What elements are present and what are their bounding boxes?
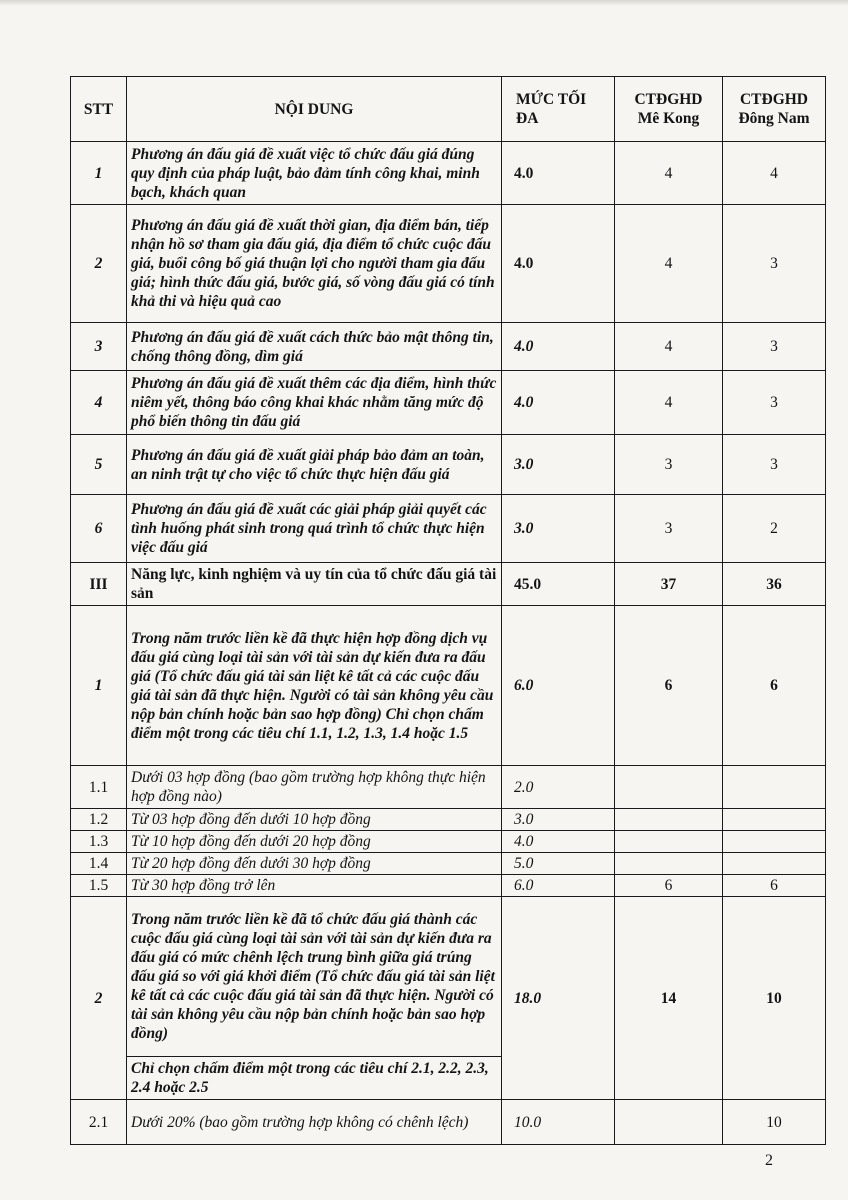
row-stt: 6 bbox=[71, 495, 127, 563]
page-top-edge bbox=[0, 0, 848, 6]
row-stt: 1.5 bbox=[71, 875, 127, 897]
row-max: 6.0 bbox=[502, 875, 615, 897]
row-content: Từ 03 hợp đồng đến dưới 10 hợp đồng bbox=[127, 809, 502, 831]
row-mekong: 4 bbox=[615, 142, 723, 205]
row-content: Trong năm trước liền kề đã thực hiện hợp đồng dịch vụ đấu giá cùng loại tài sản với tài sản dự kiến đưa ra đấu giá (Tổ chức đấu giá tài sản liệt kê tất cả các cuộc đấu giá tài sản đã thực hiện. Người có tài sản không yêu cầu nộp bản chính hoặc bản sao hợp đồng) Chỉ chọn chấm điểm một trong các tiêu chí 1.1, 1.2, 1.3, 1.4 hoặc 1.5 bbox=[127, 606, 502, 766]
header-mekong-line2: Mê Kong bbox=[637, 110, 700, 127]
row-stt: 1.1 bbox=[71, 766, 127, 809]
table-row bbox=[71, 875, 826, 897]
row-mekong: 3 bbox=[615, 435, 723, 495]
row-dongnam: 3 bbox=[723, 205, 826, 323]
row-content-sub: Chỉ chọn chấm điểm một trong các tiêu chí 2.1, 2.2, 2.3, 2.4 hoặc 2.5 bbox=[127, 1057, 502, 1100]
row-max: 4.0 bbox=[502, 142, 615, 205]
row-mekong bbox=[615, 809, 723, 831]
header-content: NỘI DUNG bbox=[127, 77, 502, 142]
row-content: Dưới 20% (bao gồm trường hợp không có chênh lệch) bbox=[127, 1100, 502, 1145]
header-dongnam bbox=[723, 77, 826, 142]
row-dongnam: 3 bbox=[723, 371, 826, 435]
row-max: 4.0 bbox=[502, 831, 615, 853]
row-content: Phương án đấu giá đề xuất việc tổ chức đấu giá đúng quy định của pháp luật, bảo đảm tính công khai, minh bạch, khách quan bbox=[127, 142, 502, 205]
row-dongnam bbox=[723, 853, 826, 875]
table-row bbox=[71, 831, 826, 853]
row-stt: 1.4 bbox=[71, 853, 127, 875]
row-max: 2.0 bbox=[502, 766, 615, 809]
row-content: Phương án đấu giá đề xuất cách thức bảo mật thông tin, chống thông đồng, dìm giá bbox=[127, 323, 502, 371]
row-stt: 2 bbox=[71, 205, 127, 323]
row-max: 3.0 bbox=[502, 435, 615, 495]
row-max: 4.0 bbox=[502, 205, 615, 323]
row-stt: 1.2 bbox=[71, 809, 127, 831]
row-dongnam: 6 bbox=[723, 606, 826, 766]
row-dongnam: 3 bbox=[723, 435, 826, 495]
row-stt: 1 bbox=[71, 142, 127, 205]
row-stt: 2 bbox=[71, 897, 127, 1100]
header-stt: STT bbox=[71, 77, 127, 142]
section-content: Năng lực, kinh nghiệm và uy tín của tổ chức đấu giá tài sản bbox=[127, 563, 502, 606]
row-max: 3.0 bbox=[502, 495, 615, 563]
row-content: Phương án đấu giá đề xuất giải pháp bảo đảm an toàn, an ninh trật tự cho việc tổ chức thực hiện đấu giá bbox=[127, 435, 502, 495]
table-row bbox=[71, 606, 826, 766]
row-content: Từ 20 hợp đồng đến dưới 30 hợp đồng bbox=[127, 853, 502, 875]
header-max-line1: MỨC TỐI bbox=[516, 91, 587, 108]
row-stt: 4 bbox=[71, 371, 127, 435]
header-dongnam-line1: CTĐGHD bbox=[739, 91, 809, 108]
row-max: 4.0 bbox=[502, 371, 615, 435]
row-content: Dưới 03 hợp đồng (bao gồm trường hợp không thực hiện hợp đồng nào) bbox=[127, 766, 502, 809]
table-row bbox=[71, 323, 826, 371]
section-row bbox=[71, 563, 826, 606]
row-mekong: 6 bbox=[615, 875, 723, 897]
row-mekong: 4 bbox=[615, 205, 723, 323]
row-dongnam: 10 bbox=[723, 1100, 826, 1145]
row-dongnam bbox=[723, 809, 826, 831]
row-content: Trong năm trước liền kề đã tổ chức đấu giá thành các cuộc đấu giá cùng loại tài sản với tài sản dự kiến đưa ra đấu giá có mức chênh lệch trung bình giữa giá trúng đấu giá so với giá khởi điểm (Tổ chức đấu giá tài sản liệt kê tất cả các cuộc đấu giá tài sản đã thực hiện. Người có tài sản không yêu cầu nộp bản chính hoặc bản sao hợp đồng) bbox=[127, 897, 502, 1057]
row-mekong bbox=[615, 1100, 723, 1145]
row-content: Phương án đấu giá đề xuất thêm các địa điểm, hình thức niêm yết, thông báo công khai khác nhằm tăng mức độ phổ biến thông tin đấu giá bbox=[127, 371, 502, 435]
row-mekong: 4 bbox=[615, 371, 723, 435]
row-dongnam: 4 bbox=[723, 142, 826, 205]
row-mekong bbox=[615, 853, 723, 875]
table-row bbox=[71, 371, 826, 435]
row-dongnam: 3 bbox=[723, 323, 826, 371]
header-max-score bbox=[502, 77, 615, 142]
row-mekong: 3 bbox=[615, 495, 723, 563]
header-mekong-line1: CTĐGHD bbox=[634, 91, 703, 108]
table-row bbox=[71, 766, 826, 809]
table-header-row bbox=[71, 77, 826, 142]
table-row bbox=[71, 205, 826, 323]
row-content: Phương án đấu giá đề xuất thời gian, địa điểm bán, tiếp nhận hồ sơ tham gia đấu giá, địa điểm tổ chức cuộc đấu giá, buổi công bố giá thuận lợi cho người tham gia đấu giá; hình thức đấu giá, bước giá, số vòng đấu giá có tính khả thi và hiệu quả cao bbox=[127, 205, 502, 323]
section-stt: III bbox=[71, 563, 127, 606]
row-stt: 3 bbox=[71, 323, 127, 371]
row-dongnam: 10 bbox=[723, 897, 826, 1100]
row-max: 18.0 bbox=[502, 897, 615, 1100]
row-max: 4.0 bbox=[502, 323, 615, 371]
row-max: 3.0 bbox=[502, 809, 615, 831]
row-content: Phương án đấu giá đề xuất các giải pháp giải quyết các tình huống phát sinh trong quá trình tổ chức thực hiện việc đấu giá bbox=[127, 495, 502, 563]
row-stt: 1 bbox=[71, 606, 127, 766]
section-dongnam: 36 bbox=[723, 563, 826, 606]
table-row bbox=[71, 809, 826, 831]
page-number: 2 bbox=[765, 1152, 773, 1169]
header-mekong bbox=[615, 77, 723, 142]
section-mekong: 37 bbox=[615, 563, 723, 606]
row-mekong bbox=[615, 766, 723, 809]
table-row bbox=[71, 1100, 826, 1145]
table-row bbox=[71, 142, 826, 205]
row-mekong: 4 bbox=[615, 323, 723, 371]
row-max: 6.0 bbox=[502, 606, 615, 766]
row-max: 5.0 bbox=[502, 853, 615, 875]
table-row bbox=[71, 853, 826, 875]
row-max: 10.0 bbox=[502, 1100, 615, 1145]
row-stt: 2.1 bbox=[71, 1100, 127, 1145]
row-dongnam: 6 bbox=[723, 875, 826, 897]
row-stt: 5 bbox=[71, 435, 127, 495]
header-dongnam-line2: Đông Nam bbox=[738, 110, 810, 127]
table-row bbox=[71, 897, 826, 1057]
row-mekong bbox=[615, 831, 723, 853]
row-content: Từ 10 hợp đồng đến dưới 20 hợp đồng bbox=[127, 831, 502, 853]
row-stt: 1.3 bbox=[71, 831, 127, 853]
row-mekong: 14 bbox=[615, 897, 723, 1100]
section-max: 45.0 bbox=[502, 563, 615, 606]
row-dongnam bbox=[723, 831, 826, 853]
row-dongnam bbox=[723, 766, 826, 809]
row-dongnam: 2 bbox=[723, 495, 826, 563]
scoring-table bbox=[70, 76, 826, 1145]
table-row bbox=[71, 495, 826, 563]
table-row bbox=[71, 435, 826, 495]
header-max-line2: ĐA bbox=[516, 110, 539, 127]
row-mekong: 6 bbox=[615, 606, 723, 766]
row-content: Từ 30 hợp đồng trở lên bbox=[127, 875, 502, 897]
